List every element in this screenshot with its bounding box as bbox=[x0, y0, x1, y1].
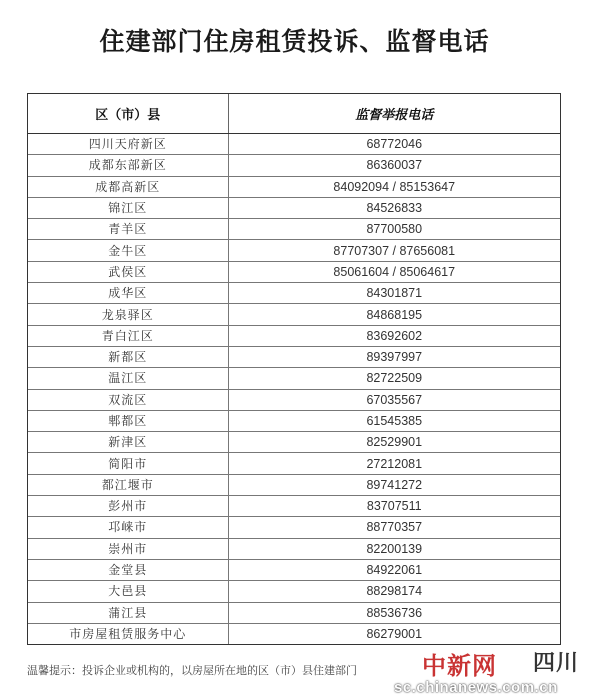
district-cell: 崇州市 bbox=[28, 538, 228, 559]
table-row bbox=[28, 538, 560, 559]
table-row bbox=[28, 453, 560, 474]
district-cell: 武侯区 bbox=[28, 261, 228, 282]
table-row bbox=[28, 581, 560, 602]
phone-cell: 86279001 bbox=[366, 626, 423, 641]
table-row bbox=[28, 623, 560, 644]
table-row bbox=[28, 197, 560, 218]
district-cell: 温江区 bbox=[28, 368, 228, 389]
table-row bbox=[28, 134, 560, 155]
phone-cell: 67035567 bbox=[228, 389, 560, 410]
phone-cell: 82722509 bbox=[228, 368, 560, 389]
table-row bbox=[28, 496, 560, 517]
watermark-logo bbox=[394, 646, 579, 696]
phone-cell: 84301871 bbox=[228, 283, 560, 304]
table-row bbox=[28, 283, 560, 304]
phone-cell: 68772046 bbox=[228, 134, 560, 155]
phone-cell: 87700580 bbox=[228, 219, 560, 240]
table-row bbox=[28, 474, 560, 495]
phone-cell: 27212081 bbox=[228, 453, 560, 474]
district-cell: 新津区 bbox=[28, 432, 228, 453]
header-phone: 监督举报电话 bbox=[228, 94, 560, 134]
table-row bbox=[28, 602, 560, 623]
district-cell: 蒲江县 bbox=[28, 602, 228, 623]
phone-cell: 82529901 bbox=[228, 432, 560, 453]
district-cell: 新都区 bbox=[28, 346, 228, 367]
district-cell: 青白江区 bbox=[28, 325, 228, 346]
table-row bbox=[28, 219, 560, 240]
phone-cell: 84092094 / 85153647 bbox=[228, 176, 560, 197]
district-cell: 成都东部新区 bbox=[28, 155, 228, 176]
header-district: 区（市）县 bbox=[28, 94, 228, 134]
phone-cell: 86360037 bbox=[228, 155, 560, 176]
district-cell: 金牛区 bbox=[28, 240, 228, 261]
footnote: 温馨提示：投诉企业或机构的，以房屋所在地的区（市）县住建部门 bbox=[27, 664, 357, 677]
district-cell: 锦江区 bbox=[28, 197, 228, 218]
phone-cell: 88536736 bbox=[228, 602, 560, 623]
table-row bbox=[28, 304, 560, 325]
district-cell: 成华区 bbox=[28, 283, 228, 304]
table-row bbox=[28, 432, 560, 453]
phone-cell: 82200139 bbox=[228, 538, 560, 559]
phone-cell: 84868195 bbox=[228, 304, 560, 325]
watermark-region: 四川 bbox=[532, 651, 579, 676]
district-cell: 彭州市 bbox=[28, 496, 228, 517]
phone-cell: 89397997 bbox=[228, 346, 560, 367]
district-cell: 四川天府新区 bbox=[28, 134, 228, 155]
phone-cell: 89741272 bbox=[228, 474, 560, 495]
district-cell: 都江堰市 bbox=[28, 474, 228, 495]
phone-cell: 83707511 bbox=[228, 496, 560, 517]
phone-table bbox=[27, 93, 561, 645]
page-title: 住建部门住房租赁投诉、监督电话 bbox=[99, 27, 490, 56]
district-cell: 简阳市 bbox=[28, 453, 228, 474]
district-cell: 邛崃市 bbox=[28, 517, 228, 538]
phone-cell: 84922061 bbox=[228, 559, 560, 580]
table-row bbox=[28, 176, 560, 197]
district-cell: 市房屋租赁服务中心 bbox=[28, 623, 228, 644]
watermark-brand: 中新网 bbox=[422, 651, 497, 680]
phone-cell: 87707307 / 87656081 bbox=[228, 240, 560, 261]
table-row bbox=[28, 368, 560, 389]
district-cell: 大邑县 bbox=[28, 581, 228, 602]
table-row bbox=[28, 346, 560, 367]
table-row bbox=[28, 559, 560, 580]
district-cell: 成都高新区 bbox=[28, 176, 228, 197]
table-row bbox=[28, 517, 560, 538]
district-cell: 郫都区 bbox=[28, 410, 228, 431]
phone-cell: 83692602 bbox=[228, 325, 560, 346]
district-cell: 龙泉驿区 bbox=[28, 304, 228, 325]
table-row bbox=[28, 240, 560, 261]
phone-cell: 61545385 bbox=[228, 410, 560, 431]
phone-cell: 88770357 bbox=[228, 517, 560, 538]
district-cell: 双流区 bbox=[28, 389, 228, 410]
table-row bbox=[28, 410, 560, 431]
district-cell: 青羊区 bbox=[28, 219, 228, 240]
phone-cell: 85061604 / 85064617 bbox=[228, 261, 560, 282]
table-row bbox=[28, 389, 560, 410]
table-row bbox=[28, 261, 560, 282]
table-row bbox=[28, 155, 560, 176]
table-header-row bbox=[28, 94, 560, 134]
watermark-url: sc.chinanews.com.cn bbox=[394, 679, 558, 696]
table-row bbox=[28, 325, 560, 346]
district-cell: 金堂县 bbox=[28, 559, 228, 580]
phone-cell: 84526833 bbox=[228, 197, 560, 218]
phone-cell: 88298174 bbox=[228, 581, 560, 602]
